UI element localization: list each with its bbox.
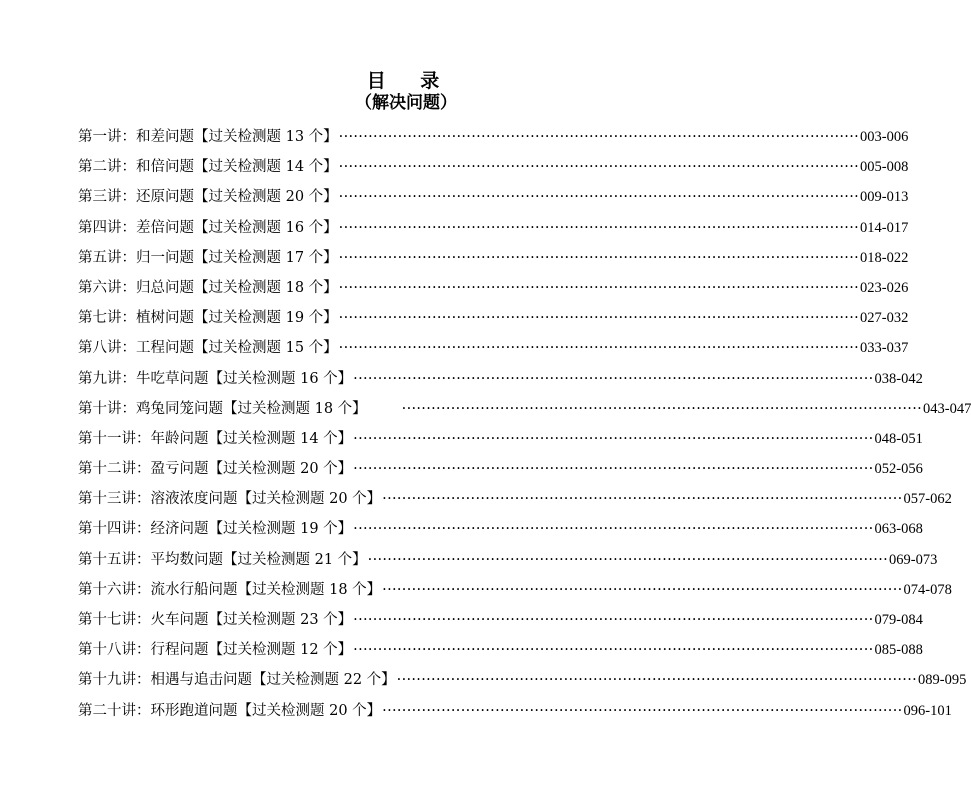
toc-topic: 差倍问题 — [136, 219, 194, 236]
toc-check-count: 【过关检测题 23 个】 — [208, 612, 353, 628]
toc-topic: 相遇与追击问题 — [150, 672, 252, 689]
toc-entry — [78, 333, 909, 363]
toc-entry — [78, 665, 967, 695]
toc-page-range: 096-101 — [903, 702, 952, 719]
toc-leader-dots: ·········································································································· — [338, 310, 860, 327]
toc-page-range: 033-037 — [860, 340, 909, 357]
toc-check-count: 【过关检测题 19 个】 — [194, 310, 338, 327]
toc-page-range: 018-022 — [860, 249, 909, 266]
toc-topic: 鸡兔同笼问题 — [136, 400, 223, 417]
toc-entry — [78, 635, 923, 665]
toc-topic: 和倍问题 — [136, 159, 194, 176]
toc-lecture-number: 第十二讲： — [78, 461, 151, 478]
toc-check-count: 【过关检测题 18 个】 — [237, 581, 382, 598]
toc-page-range: 009-013 — [860, 189, 909, 206]
toc-leader-dots: ·········································································································· — [382, 702, 903, 719]
toc-leader-dots: ·········································································································· — [353, 642, 874, 659]
toc-topic: 环形跑道问题 — [150, 702, 238, 719]
toc-leader-dots: ·········································································································· — [338, 219, 860, 236]
toc-entry — [78, 182, 909, 212]
toc-page-range: 052-056 — [874, 461, 923, 478]
toc-lecture-number: 第六讲： — [78, 279, 136, 296]
toc-lecture-number: 第一讲： — [78, 129, 136, 145]
toc-leader-dots: ·········································································································· — [396, 672, 918, 689]
page-subtitle: （解决问题） — [355, 93, 457, 113]
toc-topic: 和差问题 — [136, 129, 194, 145]
toc-entry — [78, 514, 923, 544]
toc-lecture-number: 第十一讲： — [78, 430, 151, 447]
toc-topic: 牛吃草问题 — [136, 370, 209, 387]
toc-lecture-number: 第十五讲： — [78, 551, 151, 568]
toc-page-range: 003-006 — [860, 129, 909, 145]
toc-page-range: 005-008 — [860, 159, 909, 176]
toc-entry — [78, 364, 923, 394]
toc-leader-dots: ·········································································································· — [401, 400, 923, 417]
toc-lecture-number: 第十四讲： — [78, 521, 151, 538]
toc-check-count: 【过关检测题 20 个】 — [237, 491, 382, 508]
toc-entry — [78, 303, 909, 333]
toc-entry — [78, 454, 923, 484]
toc-lecture-number: 第十三讲： — [78, 491, 151, 508]
toc-check-count: 【过关检测题 20 个】 — [208, 461, 353, 478]
toc-check-count: 【过关检测题 17 个】 — [194, 249, 338, 266]
toc-leader-dots: ·········································································································· — [338, 340, 860, 357]
toc-topic: 流水行船问题 — [150, 581, 238, 598]
toc-entry — [78, 122, 909, 152]
toc-leader-dots: ·········································································································· — [367, 551, 889, 568]
toc-topic: 经济问题 — [150, 521, 209, 538]
toc-leader-dots: ·········································································································· — [382, 581, 903, 598]
toc-check-count: 【过关检测题 14 个】 — [208, 430, 353, 447]
toc-check-count: 【过关检测题 20 个】 — [237, 702, 382, 719]
toc-lecture-number: 第十讲： — [78, 400, 136, 417]
toc-topic: 平均数问题 — [150, 551, 223, 568]
page-title: 目 录 — [366, 70, 454, 92]
toc-entry — [78, 394, 971, 424]
toc-page-range: 038-042 — [874, 370, 923, 387]
toc-leader-dots: ·········································································································· — [353, 521, 874, 538]
toc-topic: 盈亏问题 — [150, 461, 209, 478]
toc-entry — [78, 484, 952, 514]
toc-lecture-number: 第十九讲： — [78, 672, 151, 689]
toc-check-count: 【过关检测题 19 个】 — [208, 521, 353, 538]
toc-check-count: 【过关检测题 16 个】 — [208, 370, 353, 387]
toc-entry — [78, 605, 923, 635]
toc-check-count: 【过关检测题 22 个】 — [252, 672, 396, 689]
toc-entry — [78, 424, 923, 454]
toc-entry — [78, 575, 952, 605]
toc-check-count: 【过关检测题 18 个】 — [223, 400, 367, 417]
toc-check-count: 【过关检测题 13 个】 — [194, 129, 338, 145]
toc-lecture-number: 第十六讲： — [78, 581, 151, 598]
toc-leader-dots: ·········································································································· — [338, 279, 860, 296]
toc-lecture-number: 第二讲： — [78, 159, 136, 176]
toc-page-range: 048-051 — [874, 430, 923, 447]
toc-topic: 归总问题 — [136, 279, 194, 296]
toc-page-range: 069-073 — [889, 551, 938, 568]
toc-leader-dots: ·········································································································· — [338, 129, 860, 145]
toc-check-count: 【过关检测题 21 个】 — [223, 551, 367, 568]
toc-entry — [78, 696, 952, 726]
toc-check-count: 【过关检测题 18 个】 — [194, 279, 338, 296]
toc-page-range: 043-047 — [923, 400, 971, 417]
toc-leader-dots: ·········································································································· — [353, 461, 874, 478]
table-of-contents — [78, 122, 971, 726]
toc-entry — [78, 213, 909, 243]
toc-topic: 归一问题 — [136, 249, 194, 266]
toc-lecture-number: 第十八讲： — [78, 642, 151, 659]
toc-topic: 植树问题 — [136, 310, 194, 327]
toc-entry — [78, 243, 909, 273]
toc-leader-dots: ·········································································································· — [338, 159, 860, 176]
toc-check-count: 【过关检测题 14 个】 — [194, 159, 338, 176]
toc-topic: 还原问题 — [136, 189, 194, 206]
toc-lecture-number: 第十七讲： — [78, 612, 151, 628]
toc-page-range: 057-062 — [903, 491, 952, 508]
toc-check-count: 【过关检测题 16 个】 — [194, 219, 338, 236]
toc-lecture-number: 第七讲： — [78, 310, 136, 327]
toc-leader-dots: ·········································································································· — [338, 249, 860, 266]
toc-page-range: 085-088 — [874, 642, 923, 659]
toc-page-range: 074-078 — [903, 581, 952, 598]
toc-entry — [78, 545, 938, 575]
toc-topic: 溶液浓度问题 — [150, 491, 238, 508]
toc-lecture-number: 第九讲： — [78, 370, 136, 387]
toc-leader-dots: ·········································································································· — [353, 370, 874, 387]
toc-topic: 火车问题 — [150, 612, 209, 628]
toc-topic: 工程问题 — [136, 340, 194, 357]
toc-lecture-number: 第八讲： — [78, 340, 136, 357]
toc-check-count: 【过关检测题 12 个】 — [208, 642, 353, 659]
toc-leader-dots: ·········································································································· — [338, 189, 860, 206]
toc-lecture-number: 第二十讲： — [78, 702, 151, 719]
toc-page-range: 014-017 — [860, 219, 909, 236]
toc-page-range: 063-068 — [874, 521, 923, 538]
toc-leader-dots: ·········································································································· — [382, 491, 903, 508]
toc-check-count: 【过关检测题 20 个】 — [194, 189, 338, 206]
toc-lecture-number: 第五讲： — [78, 249, 136, 266]
toc-lecture-number: 第三讲： — [78, 189, 136, 206]
toc-entry — [78, 273, 909, 303]
toc-page-range: 089-095 — [918, 672, 967, 689]
toc-topic: 行程问题 — [150, 642, 209, 659]
toc-page-range: 023-026 — [860, 279, 909, 296]
toc-leader-dots: ·········································································································· — [353, 430, 874, 447]
toc-entry — [78, 152, 909, 182]
toc-check-count: 【过关检测题 15 个】 — [194, 340, 338, 357]
toc-page-range: 027-032 — [860, 310, 909, 327]
toc-topic: 年龄问题 — [150, 430, 209, 447]
toc-leader-dots: ·········································································································· — [353, 612, 874, 628]
toc-lecture-number: 第四讲： — [78, 219, 136, 236]
toc-page-range: 079-084 — [874, 612, 923, 628]
